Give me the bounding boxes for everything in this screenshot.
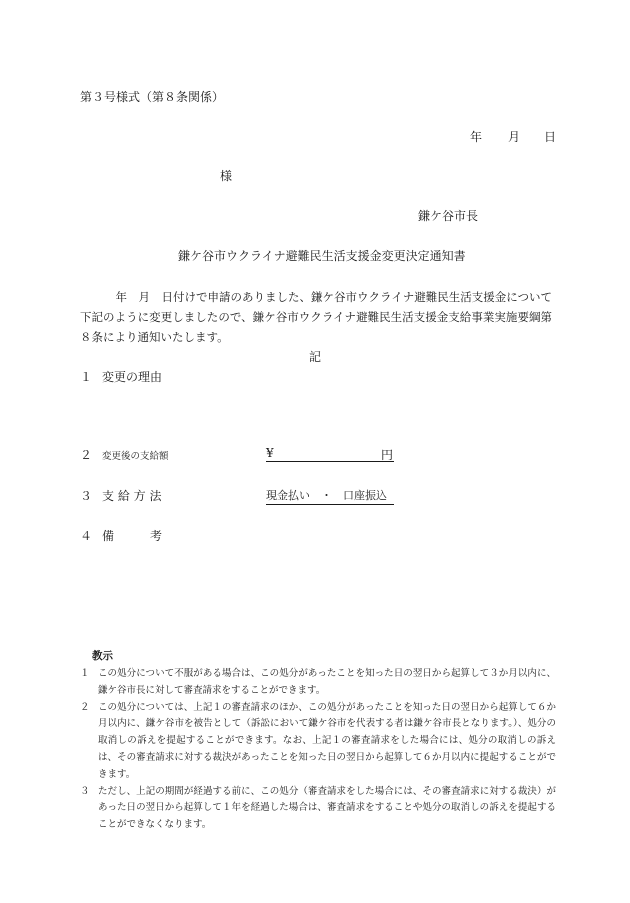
- item-method-label: 支 給 方 法: [102, 489, 162, 503]
- item-method-number: ３: [80, 489, 93, 503]
- date-month: 月: [508, 130, 521, 144]
- item-remarks-label: 備 考: [102, 529, 163, 543]
- addressee-suffix: 様: [220, 169, 233, 183]
- date-line: [470, 128, 556, 145]
- issuer: 鎌ケ谷市長: [418, 209, 479, 223]
- notice-list: [80, 666, 556, 834]
- date-year: 年: [470, 130, 483, 144]
- amount-field: [266, 446, 394, 462]
- item-reason-number: １: [80, 370, 93, 384]
- payment-method-value: 現金払い ・ 口座振込: [266, 487, 394, 505]
- item-amount-label: 変更後の支給額: [102, 451, 169, 462]
- yen-symbol: ¥: [266, 446, 274, 460]
- ki-marker: 記: [309, 350, 322, 364]
- item-amount-number: ２: [80, 448, 93, 462]
- notice-item: ３ ただし、上記の期間が経過する前に、この処分（審査請求をした場合には、その審査請求に対する裁決）があった日の翌日から起算して１年を経過した場合は、審査請求をすることや処分の取消しの訴えを提起することができなくなります。: [80, 785, 556, 831]
- item-reason: [80, 368, 162, 385]
- yen-unit: 円: [380, 448, 393, 462]
- notice-item: １ この処分について不服がある場合は、この処分があったことを知った日の翌日から起算して３か月以内に、鎌ケ谷市長に対して審査請求をすることができます。: [80, 668, 556, 696]
- item-amount: [80, 446, 169, 463]
- form-number: 第３号様式（第８条関係）: [80, 90, 225, 104]
- item-remarks-number: ４: [80, 529, 93, 543]
- document-title: 鎌ケ谷市ウクライナ避難民生活支援金変更決定通知書: [178, 249, 466, 263]
- notice-heading: 教示: [92, 650, 113, 662]
- date-day: 日: [544, 130, 557, 144]
- item-reason-label: 変更の理由: [102, 370, 163, 384]
- notice-item: ２ この処分については、上記１の審査請求のほか、この処分があったことを知った日の翌日から起算して６か月以内に、鎌ケ谷市を被告として（訴訟において鎌ケ谷市を代表する者は鎌ケ谷市長となります。）、処分の取消しの訴えを提起することができます。なお、上記１の審査請求をした場合には、処分の取消しの訴えは、その審査請求に対する裁決があったことを知った日の翌日から起算して６か月以内に提起することができます。: [80, 701, 556, 780]
- item-method: [80, 487, 161, 504]
- item-remarks: [80, 527, 162, 544]
- intro-paragraph: 年 月 日付けで申請のありました、鎌ケ谷市ウクライナ避難民生活支援金について下記のように変更しましたので、鎌ケ谷市ウクライナ避難民生活支援金支給事業実施要綱第８条により通知いたします。: [80, 290, 552, 344]
